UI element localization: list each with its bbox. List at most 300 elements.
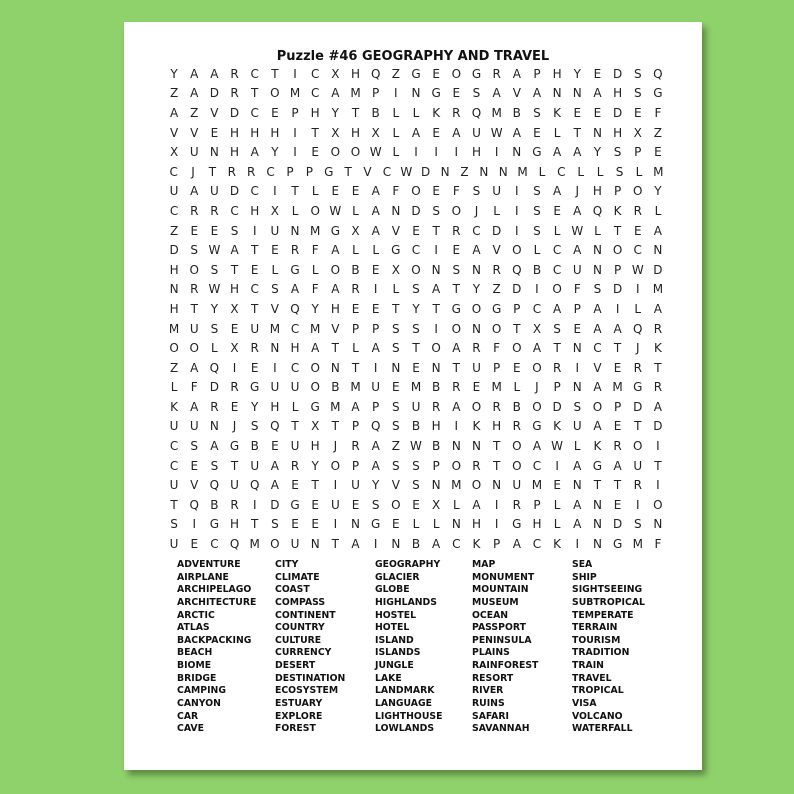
grid-letter: O <box>491 321 502 336</box>
grid-letter: S <box>210 262 219 277</box>
grid-letter: M <box>653 164 664 179</box>
grid-letter: G <box>250 380 260 395</box>
word-list-item: RESORT <box>472 672 514 684</box>
grid-letter: C <box>532 301 542 316</box>
grid-letter: N <box>471 439 481 454</box>
grid-letter: A <box>371 223 380 238</box>
grid-letter: P <box>432 458 440 473</box>
grid-letter: T <box>613 223 622 238</box>
grid-letter: U <box>250 321 260 336</box>
grid-letter: C <box>210 537 219 552</box>
grid-letter: M <box>350 380 361 395</box>
grid-letter: O <box>270 86 280 101</box>
grid-row <box>164 201 668 221</box>
grid-letter: A <box>371 341 380 356</box>
grid-letter: N <box>209 419 219 434</box>
grid-letter: T <box>412 341 420 356</box>
grid-letter: X <box>331 66 340 81</box>
grid-letter: D <box>612 282 623 297</box>
grid-letter: U <box>189 419 199 434</box>
grid-letter: G <box>653 86 663 101</box>
grid-letter: N <box>351 517 360 532</box>
grid-letter: L <box>412 105 420 120</box>
word-list-item: BRIDGE <box>177 672 217 684</box>
grid-row <box>164 417 668 437</box>
grid-letter: M <box>410 380 422 395</box>
grid-letter: R <box>227 164 236 179</box>
word-list-item: ISLAND <box>375 634 414 646</box>
grid-letter: V <box>363 164 372 179</box>
word-list-item: HOSTEL <box>375 609 416 621</box>
grid-letter: R <box>512 419 521 434</box>
grid-letter: K <box>613 203 622 218</box>
word-list-item: AIRPLANE <box>177 571 229 583</box>
grid-letter: T <box>432 223 440 238</box>
grid-letter: I <box>494 145 499 160</box>
grid-letter: R <box>472 458 481 473</box>
grid-letter: E <box>573 321 582 336</box>
grid-letter: O <box>471 478 482 493</box>
grid-letter: I <box>555 458 559 473</box>
grid-letter: T <box>251 86 259 101</box>
grid-letter: E <box>533 125 541 140</box>
grid-letter: O <box>391 497 401 512</box>
grid-letter: B <box>432 439 441 454</box>
grid-letter: F <box>493 341 501 356</box>
grid-letter: D <box>512 282 522 297</box>
word-list-item: RIVER <box>472 685 504 697</box>
grid-letter: P <box>533 497 541 512</box>
grid-letter: Z <box>492 282 501 297</box>
grid-letter: P <box>372 399 380 414</box>
grid-letter: S <box>210 458 219 473</box>
grid-letter: G <box>592 458 603 473</box>
grid-letter: R <box>653 321 663 336</box>
grid-letter: V <box>190 125 199 140</box>
grid-letter: E <box>230 399 239 414</box>
grid-letter: P <box>372 321 380 336</box>
grid-letter: T <box>331 419 340 434</box>
grid-letter: L <box>392 282 400 297</box>
word-list-item: CURRENCY <box>275 647 332 659</box>
grid-letter: D <box>421 164 431 179</box>
grid-letter: V <box>210 105 219 120</box>
grid-letter: S <box>615 164 624 179</box>
grid-letter: T <box>351 105 360 120</box>
grid-letter: X <box>270 203 279 218</box>
grid-letter: S <box>392 341 400 356</box>
grid-row <box>164 436 668 456</box>
grid-letter: F <box>452 184 460 199</box>
grid-letter: U <box>270 380 280 395</box>
word-list-item: MUSEUM <box>472 596 519 608</box>
grid-letter: B <box>250 439 259 454</box>
letter-grid <box>164 64 668 554</box>
grid-letter: C <box>230 203 239 218</box>
puzzle-title: Puzzle #46 GEOGRAPHY AND TRAVEL <box>276 49 550 64</box>
word-column <box>275 559 375 736</box>
grid-letter: G <box>391 243 401 258</box>
grid-letter: A <box>230 243 239 258</box>
grid-letter: S <box>271 282 279 297</box>
grid-letter: O <box>411 262 421 277</box>
grid-letter: S <box>392 399 400 414</box>
grid-letter: O <box>512 458 522 473</box>
grid-letter: N <box>209 145 219 160</box>
grid-letter: A <box>290 282 300 297</box>
grid-letter: S <box>190 439 199 454</box>
grid-letter: C <box>250 66 259 81</box>
word-list-item: ISLANDS <box>375 647 421 659</box>
grid-letter: I <box>414 145 418 160</box>
grid-letter: A <box>593 380 602 395</box>
grid-letter: N <box>592 243 602 258</box>
word-list-item: ADVENTURE <box>177 559 241 570</box>
grid-letter: C <box>250 184 259 199</box>
grid-letter: D <box>209 380 220 395</box>
grid-letter: Z <box>169 360 179 375</box>
word-list-item: DESERT <box>275 660 316 672</box>
grid-letter: G <box>612 537 623 552</box>
grid-letter: R <box>552 360 562 375</box>
grid-letter: C <box>382 164 392 179</box>
grid-letter: L <box>553 497 561 512</box>
word-list-item: WATERFALL <box>572 723 633 735</box>
grid-letter: S <box>230 223 239 238</box>
grid-letter: H <box>270 125 280 140</box>
grid-letter: G <box>512 517 522 532</box>
grid-letter: O <box>633 184 643 199</box>
grid-letter: R <box>250 341 259 356</box>
grid-letter: A <box>371 184 380 199</box>
grid-letter: D <box>633 399 643 414</box>
word-list-item: TROPICAL <box>572 685 624 697</box>
grid-letter: E <box>311 517 319 532</box>
grid-letter: T <box>553 341 561 356</box>
word-list-item: CAR <box>177 710 199 722</box>
grid-letter: J <box>535 380 539 395</box>
grid-letter: O <box>532 360 542 375</box>
grid-letter: G <box>330 223 340 238</box>
grid-letter: J <box>333 439 338 454</box>
word-list-item: TERRAIN <box>572 622 618 634</box>
grid-letter: H <box>592 184 602 199</box>
grid-letter: R <box>452 105 461 120</box>
grid-letter: S <box>392 321 400 336</box>
grid-letter: O <box>653 497 663 512</box>
grid-letter: H <box>250 203 260 218</box>
grid-letter: M <box>451 478 462 493</box>
grid-letter: K <box>653 341 662 356</box>
grid-letter: L <box>291 399 299 414</box>
grid-letter: A <box>250 145 259 160</box>
grid-letter: H <box>552 66 562 81</box>
grid-letter: Q <box>209 360 220 375</box>
grid-letter: I <box>494 517 499 532</box>
grid-letter: D <box>612 105 623 120</box>
grid-row <box>164 456 668 476</box>
grid-letter: L <box>170 380 178 395</box>
grid-letter: T <box>271 66 279 81</box>
grid-row <box>164 319 668 339</box>
grid-letter: A <box>331 243 340 258</box>
grid-letter: I <box>333 478 338 493</box>
grid-letter: O <box>310 380 320 395</box>
grid-letter: F <box>392 184 400 199</box>
grid-letter: G <box>633 380 643 395</box>
grid-letter: B <box>411 419 421 434</box>
grid-letter: L <box>538 164 546 179</box>
grid-letter: P <box>533 66 541 81</box>
grid-letter: T <box>351 360 360 375</box>
grid-letter: N <box>169 282 179 297</box>
grid-letter: E <box>371 262 380 277</box>
grid-row <box>164 397 668 417</box>
grid-letter: M <box>350 86 361 101</box>
grid-row <box>164 299 668 319</box>
grid-letter: N <box>471 321 481 336</box>
grid-letter: H <box>169 301 179 316</box>
grid-letter: N <box>572 341 582 356</box>
grid-letter: S <box>533 203 541 218</box>
grid-letter: G <box>411 66 421 81</box>
grid-letter: Y <box>271 145 279 160</box>
grid-letter: Y <box>210 301 219 316</box>
grid-letter: N <box>411 86 421 101</box>
grid-letter: J <box>232 419 237 434</box>
grid-letter: X <box>169 145 179 160</box>
grid-letter: U <box>330 497 340 512</box>
grid-letter: I <box>293 66 297 81</box>
word-column <box>472 559 572 736</box>
grid-letter: Q <box>249 478 260 493</box>
word-list-item: TEMPERATE <box>572 609 634 621</box>
grid-letter: I <box>434 321 438 336</box>
grid-letter: A <box>371 458 380 473</box>
grid-letter: H <box>471 145 481 160</box>
grid-letter: Y <box>170 66 178 81</box>
grid-letter: R <box>492 399 501 414</box>
grid-letter: P <box>351 321 360 336</box>
grid-letter: I <box>454 419 459 434</box>
grid-letter: L <box>271 262 279 277</box>
grid-letter: T <box>634 419 642 434</box>
grid-letter: G <box>491 301 502 316</box>
grid-letter: A <box>573 458 582 473</box>
grid-letter: Z <box>190 105 199 120</box>
grid-letter: H <box>492 419 502 434</box>
grid-letter: Y <box>251 399 259 414</box>
grid-letter: C <box>169 164 178 179</box>
grid-letter: Y <box>372 478 380 493</box>
grid-letter: E <box>553 478 561 493</box>
grid-letter: S <box>472 184 481 199</box>
word-list-item: COUNTRY <box>275 622 325 634</box>
grid-row <box>164 182 668 202</box>
grid-letter: R <box>210 203 219 218</box>
grid-letter: I <box>373 537 378 552</box>
grid-letter: S <box>573 399 582 414</box>
grid-letter: G <box>229 439 240 454</box>
grid-letter: E <box>291 517 299 532</box>
word-list-item: ARCHITECTURE <box>177 596 257 608</box>
grid-letter: Z <box>169 223 179 238</box>
grid-letter: Y <box>573 66 581 81</box>
grid-letter: G <box>431 86 441 101</box>
grid-letter: K <box>432 105 441 120</box>
grid-letter: L <box>311 184 319 199</box>
grid-letter: C <box>169 439 179 454</box>
grid-letter: H <box>290 341 300 356</box>
grid-letter: D <box>612 66 623 81</box>
grid-letter: O <box>612 243 623 258</box>
grid-letter: I <box>232 360 237 375</box>
grid-letter: N <box>330 360 340 375</box>
grid-letter: I <box>252 223 257 238</box>
grid-letter: A <box>331 86 340 101</box>
grid-letter: B <box>532 262 542 277</box>
grid-letter: O <box>512 341 522 356</box>
grid-letter: E <box>311 145 319 160</box>
grid-row <box>164 280 668 300</box>
grid-letter: L <box>392 105 400 120</box>
grid-letter: U <box>250 458 260 473</box>
grid-letter: Q <box>290 301 300 316</box>
grid-letter: A <box>653 399 663 414</box>
grid-letter: V <box>391 478 400 493</box>
grid-letter: L <box>533 243 541 258</box>
grid-letter: E <box>432 125 440 140</box>
grid-letter: I <box>615 301 620 316</box>
grid-letter: H <box>270 399 280 414</box>
grid-letter: P <box>493 360 501 375</box>
grid-letter: A <box>169 105 179 120</box>
grid-letter: A <box>432 282 441 297</box>
grid-letter: K <box>553 105 562 120</box>
grid-letter: C <box>633 243 642 258</box>
grid-letter: G <box>209 517 220 532</box>
grid-letter: L <box>513 380 521 395</box>
grid-letter: O <box>310 360 320 375</box>
grid-letter: T <box>170 497 178 512</box>
grid-letter: B <box>432 380 441 395</box>
grid-letter: S <box>412 321 420 336</box>
grid-letter: B <box>371 105 380 120</box>
grid-letter: G <box>290 262 300 277</box>
grid-letter: S <box>633 66 642 81</box>
grid-letter: N <box>391 537 401 552</box>
grid-letter: C <box>290 321 300 336</box>
grid-letter: N <box>451 517 461 532</box>
grid-letter: A <box>452 341 461 356</box>
grid-letter: P <box>553 380 561 395</box>
grid-letter: E <box>190 537 199 552</box>
grid-letter: T <box>573 125 581 140</box>
grid-letter: H <box>431 419 441 434</box>
grid-letter: O <box>532 399 542 414</box>
grid-letter: A <box>573 145 582 160</box>
grid-letter: N <box>592 262 602 277</box>
grid-letter: S <box>190 243 199 258</box>
grid-letter: Y <box>654 184 662 199</box>
grid-letter: V <box>391 223 400 238</box>
grid-letter: O <box>431 341 441 356</box>
grid-letter: X <box>230 301 239 316</box>
grid-letter: M <box>652 282 664 297</box>
grid-letter: N <box>471 262 481 277</box>
grid-letter: H <box>230 517 240 532</box>
grid-row <box>164 475 668 495</box>
grid-letter: B <box>411 537 421 552</box>
grid-letter: S <box>371 497 380 512</box>
grid-letter: A <box>311 341 320 356</box>
grid-letter: I <box>333 517 338 532</box>
word-list-item: TOURISM <box>572 634 621 646</box>
grid-letter: L <box>311 262 319 277</box>
grid-letter: H <box>613 125 623 140</box>
word-column <box>572 559 682 736</box>
grid-letter: S <box>392 458 400 473</box>
grid-letter: S <box>633 517 642 532</box>
word-list-item: TRADITION <box>572 647 630 659</box>
grid-letter: T <box>432 301 440 316</box>
grid-letter: R <box>247 164 256 179</box>
grid-letter: N <box>572 86 582 101</box>
grid-letter: R <box>472 341 481 356</box>
grid-letter: T <box>452 282 460 297</box>
grid-letter: D <box>653 419 663 434</box>
grid-letter: E <box>190 223 199 238</box>
grid-letter: V <box>270 301 279 316</box>
grid-letter: R <box>351 439 360 454</box>
word-list-item: FOREST <box>275 723 316 735</box>
grid-letter: I <box>394 86 398 101</box>
grid-letter: X <box>230 341 239 356</box>
grid-letter: A <box>210 66 219 81</box>
grid-letter: T <box>251 517 259 532</box>
word-list-item: ESTUARY <box>275 698 323 710</box>
grid-letter: S <box>432 203 440 218</box>
grid-letter: R <box>633 203 642 218</box>
grid-letter: E <box>271 243 279 258</box>
grid-letter: P <box>351 419 360 434</box>
grid-row <box>164 142 668 162</box>
grid-letter: Y <box>311 458 319 473</box>
grid-letter: E <box>311 497 319 512</box>
grid-letter: I <box>434 145 438 160</box>
grid-letter: S <box>412 282 420 297</box>
grid-letter: W <box>571 223 584 238</box>
grid-letter: A <box>512 537 521 552</box>
grid-letter: U <box>411 399 421 414</box>
word-column <box>375 559 472 736</box>
grid-letter: T <box>331 341 340 356</box>
grid-letter: X <box>371 125 380 140</box>
grid-letter: T <box>492 439 501 454</box>
grid-letter: G <box>471 66 482 81</box>
word-list-item: RUINS <box>472 698 505 710</box>
word-list-item: ARCTIC <box>177 609 215 621</box>
word-list-item: PENINSULA <box>472 634 532 646</box>
grid-letter: N <box>592 537 602 552</box>
grid-letter: A <box>190 399 199 414</box>
grid-letter: O <box>270 537 280 552</box>
grid-letter: S <box>593 282 602 297</box>
grid-letter: H <box>351 66 361 81</box>
grid-letter: D <box>270 497 280 512</box>
grid-letter: P <box>613 184 622 199</box>
grid-letter: C <box>472 223 481 238</box>
